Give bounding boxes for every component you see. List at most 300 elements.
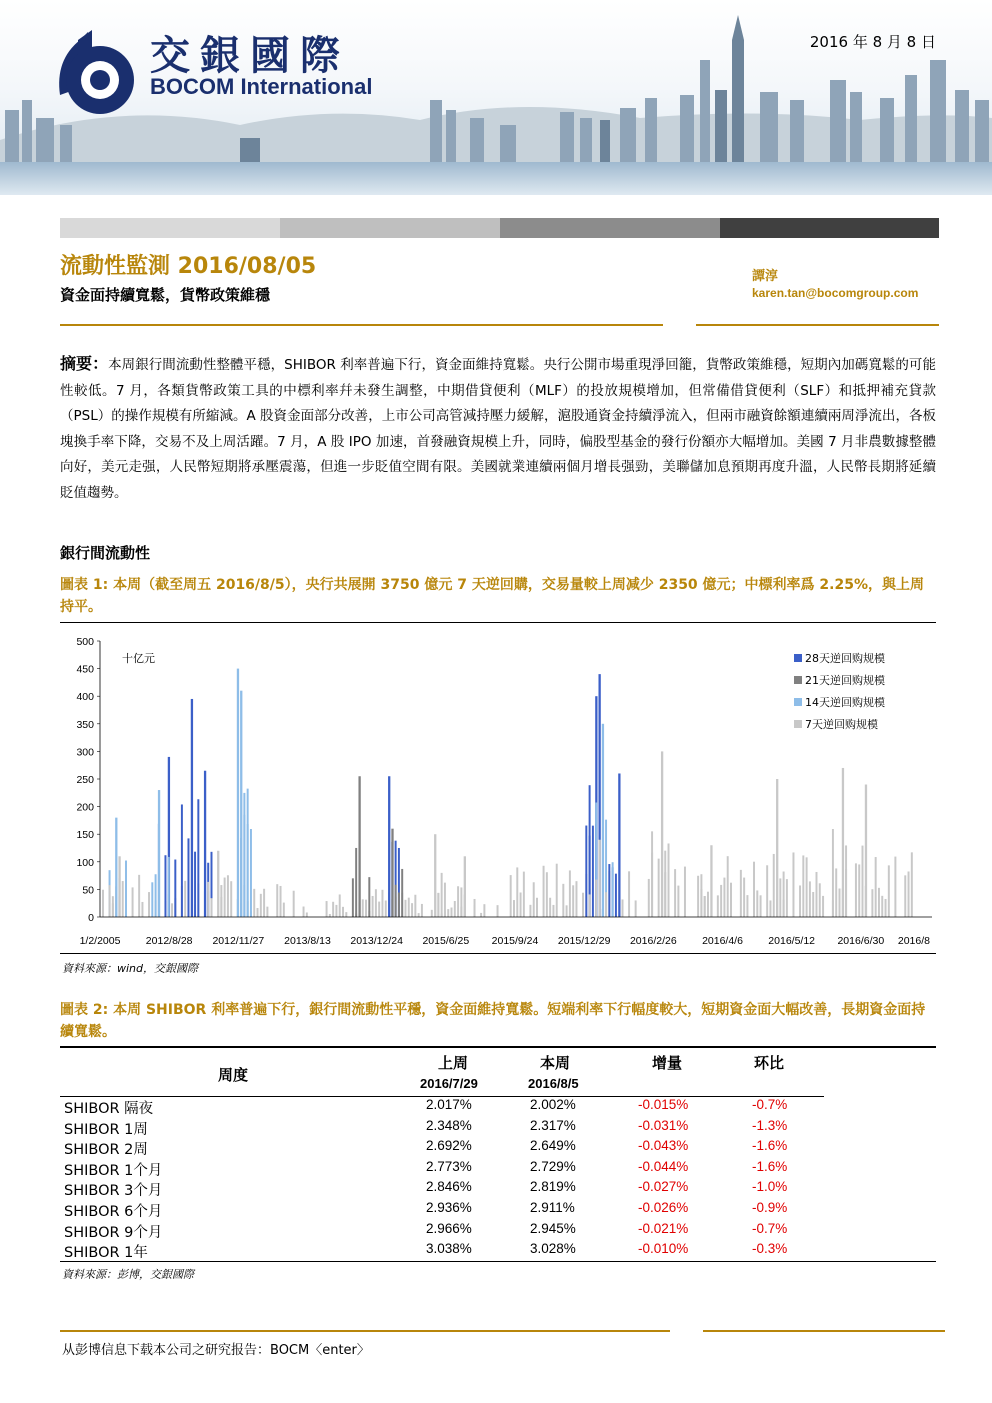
bar-series-0	[388, 776, 390, 917]
table-row	[60, 1097, 936, 1118]
bar-7day	[720, 885, 722, 917]
bar-series-3	[437, 893, 439, 917]
bar-7day	[414, 895, 416, 917]
bar-7day	[572, 885, 574, 917]
bar-series-3	[865, 785, 867, 917]
bar-series-0	[618, 773, 620, 917]
bar-7day	[480, 913, 482, 917]
x-tick-label: 1/2/2005	[79, 935, 121, 947]
bar-7day	[283, 903, 285, 917]
bar-series-3	[700, 889, 702, 917]
bar-7day	[628, 871, 630, 917]
row-name: SHIBOR 1年	[64, 1245, 148, 1262]
bar-7day	[746, 895, 748, 917]
bar-7day	[378, 902, 380, 917]
bar-series-2	[158, 790, 160, 917]
y-tick-label: 400	[76, 691, 94, 704]
header-ratio: 环比	[754, 1054, 785, 1072]
row-last-week: 2.692%	[426, 1138, 472, 1154]
bar-series-0	[608, 864, 610, 917]
bar-series-3	[589, 894, 591, 917]
bar-7day	[520, 892, 522, 917]
bar-7day	[635, 900, 637, 917]
bar-7day	[332, 902, 334, 917]
bar-series-0	[204, 771, 206, 917]
bar-7day	[756, 890, 758, 917]
legend-swatch	[794, 676, 802, 684]
report-subtitle: 資金面持續寬鬆，貨幣政策維穩	[60, 286, 271, 304]
header-last-week: 上周	[438, 1054, 469, 1072]
bar-series-3	[832, 829, 834, 917]
y-tick-label: 350	[76, 718, 94, 731]
x-tick-label: 2015/9/24	[491, 935, 539, 947]
row-ratio: -1.3%	[752, 1117, 788, 1133]
bar-7day	[697, 876, 699, 917]
bar-7day	[546, 872, 548, 917]
bar-7day	[533, 882, 535, 917]
bar-7day	[497, 905, 499, 917]
bar-series-3	[835, 868, 837, 917]
bar-series-0	[585, 826, 587, 917]
header-this-week: 本周	[540, 1054, 571, 1072]
bar-series-3	[457, 886, 459, 917]
bar-series-3	[862, 846, 864, 917]
bar-7day	[760, 895, 762, 917]
bar-series-2	[125, 861, 127, 917]
header-banner	[0, 0, 992, 195]
bar-series-2	[151, 882, 153, 917]
figure2-source: 資料來源：彭博，交銀國際	[62, 1268, 194, 1281]
row-last-week: 2.348%	[426, 1117, 472, 1133]
bar-series-3	[875, 857, 877, 917]
bar-7day	[513, 900, 515, 917]
bar-series-2	[250, 829, 252, 917]
section-heading: 銀行間流動性	[60, 544, 151, 562]
bar-7day	[677, 886, 679, 917]
figure1-source: 資料來源：wind，交銀國際	[62, 962, 199, 975]
y-tick-label: 200	[76, 801, 94, 814]
table-row	[60, 1138, 936, 1159]
bar-7day	[365, 900, 367, 917]
bar-series-3	[842, 768, 844, 917]
bar-7day	[819, 883, 821, 917]
chart-bottom-border	[60, 953, 936, 954]
bar-series-3	[661, 751, 663, 917]
table-row	[60, 1241, 936, 1262]
bar-7day	[375, 889, 377, 917]
summary-text: 本周銀行間流動性整體平穩，SHIBOR 利率普遍下行，資金面維持寬鬆。央行公開市場重現淨回籠，貨幣政策維穩，短期內加碼寬鬆的可能性較低。7 月，各類貨幣政策工具的中標利率幷未發生調整，中期借貸便利（MLF）的投放規模增加，但常備借貸便利（SLF）和抵押補充貸款（PSL）的操作規模有所縮減。A 股資金面部分改善，上市公司高管減持壓力緩解，滬股通資金持續淨流入，但兩市融資餘額連續兩周淨流出，各板塊換手率下降，交易不及上周活躍。7 月，A 股 IPO 加速，首發融資規模上升，同時，偏股型基金的發行份額亦大幅增加。美國 7 月非農數據整體向好，美元走强，人民幣短期將承壓震蕩，但進一步貶值空間有限。美國就業連續兩個月增長强勁，美聯儲加息預期再度升溫，人民幣長期將延續貶值趨勢。	[60, 357, 936, 501]
row-ratio: -0.7%	[752, 1220, 788, 1236]
x-tick-label: 2016/8	[897, 935, 930, 947]
bar-series-2	[247, 789, 249, 917]
bar-7day	[510, 875, 512, 917]
bar-7day	[822, 896, 824, 917]
bar-series-1	[401, 869, 403, 917]
bar-series-0	[592, 826, 594, 917]
bar-series-3	[668, 843, 670, 917]
bar-7day	[421, 904, 423, 917]
bar-7day	[326, 901, 328, 917]
row-this-week: 2.729%	[530, 1158, 576, 1174]
bar-series-3	[112, 896, 114, 917]
bar-7day	[566, 905, 568, 917]
bar-series-1	[368, 877, 370, 917]
bar-series-3	[605, 892, 607, 917]
x-tick-label: 2013/12/24	[350, 935, 403, 947]
chart-unit-label: 十亿元	[122, 652, 155, 665]
chart-top-border	[60, 622, 936, 623]
row-change: -0.027%	[638, 1179, 689, 1195]
row-change: -0.015%	[638, 1097, 689, 1112]
footer-note: 从彭博信息下载本公司之研究报告：BOCM〈enter〉	[62, 1343, 370, 1358]
bar-7day	[543, 866, 545, 917]
row-name: SHIBOR 3个月	[64, 1183, 163, 1200]
bar-7day	[740, 870, 742, 917]
row-this-week: 2.819%	[530, 1179, 576, 1195]
legend-swatch	[794, 654, 802, 662]
bar-7day	[138, 875, 140, 917]
bar-7day	[802, 855, 804, 917]
bar-7day	[894, 857, 896, 917]
bar-7day	[253, 889, 255, 917]
y-tick-label: 500	[76, 636, 94, 648]
bar-series-1	[391, 829, 393, 917]
x-tick-label: 2015/12/29	[557, 935, 611, 947]
header-period: 周度	[218, 1066, 249, 1084]
row-ratio: -1.6%	[752, 1138, 788, 1154]
y-tick-label: 100	[76, 856, 94, 869]
bar-7day	[885, 899, 887, 917]
bar-series-1	[355, 848, 357, 917]
bar-7day	[224, 878, 226, 917]
bar-7day	[483, 904, 485, 917]
row-this-week: 2.945%	[530, 1220, 576, 1236]
bar-series-2	[602, 724, 604, 917]
bar-series-3	[464, 856, 466, 917]
bar-7day	[141, 902, 143, 917]
bar-series-0	[164, 855, 166, 917]
table-row	[60, 1200, 936, 1221]
bar-7day	[658, 859, 660, 917]
row-name: SHIBOR 1周	[64, 1121, 148, 1138]
bar-7day	[806, 857, 808, 917]
bar-7day	[293, 891, 295, 917]
bar-series-3	[773, 854, 775, 917]
bar-series-3	[460, 887, 462, 917]
header-this-week-date: 2016/8/5	[528, 1076, 579, 1091]
bar-7day	[888, 865, 890, 917]
bar-7day	[516, 867, 518, 917]
row-last-week: 3.038%	[426, 1241, 472, 1257]
bar-series-3	[474, 899, 476, 917]
bar-7day	[431, 910, 433, 917]
bar-7day	[362, 899, 364, 917]
figure1-caption: 圖表 1: 本周（截至周五 2016/8/5），央行共展開 3750 億元 7 天逆回購，交易量較上周减少 2350 億元；中標利率爲 2.25%，與上周持平。	[60, 577, 924, 615]
bar-series-3	[598, 840, 600, 917]
y-tick-label: 150	[76, 829, 94, 842]
bar-7day	[230, 881, 232, 917]
bar-series-0	[194, 852, 196, 917]
table-row	[60, 1159, 936, 1180]
bar-7day	[184, 881, 186, 917]
bar-series-0	[615, 874, 617, 917]
row-this-week: 2.317%	[530, 1117, 576, 1133]
bar-7day	[280, 886, 282, 917]
header-last-week-date: 2016/7/29	[420, 1076, 478, 1091]
x-tick-label: 2012/11/27	[212, 935, 265, 947]
skyline-image	[0, 0, 992, 195]
legend-label: 14天逆回购规模	[805, 696, 885, 709]
bar-7day	[855, 863, 857, 917]
report-date: 2016 年 8 月 8 日	[809, 33, 936, 51]
bar-7day	[102, 890, 104, 917]
bar-series-3	[858, 864, 860, 917]
table-header-rule	[60, 1096, 824, 1097]
row-change: -0.026%	[638, 1200, 689, 1215]
table-row	[60, 1179, 936, 1200]
bar-7day	[878, 888, 880, 917]
bar-series-3	[109, 885, 111, 917]
row-last-week: 2.017%	[426, 1097, 472, 1112]
bar-series-0	[197, 799, 199, 917]
bar-7day	[730, 883, 732, 917]
bar-7day	[303, 907, 305, 917]
bar-7day	[769, 900, 771, 917]
bar-series-3	[118, 856, 120, 917]
y-tick-label: 300	[76, 746, 94, 759]
row-last-week: 2.846%	[426, 1179, 472, 1195]
bar-7day	[536, 898, 538, 917]
bar-series-2	[237, 669, 239, 917]
bar-7day	[260, 894, 262, 917]
report-title: 流動性監測 2016/08/05	[60, 254, 317, 279]
bar-series-0	[174, 860, 176, 917]
bar-series-2	[240, 691, 242, 917]
x-tick-label: 2015/6/25	[422, 935, 470, 947]
bar-7day	[648, 879, 650, 917]
row-change: -0.031%	[638, 1117, 689, 1133]
bar-7day	[871, 889, 873, 917]
bar-series-3	[776, 779, 778, 917]
bar-series-3	[434, 834, 436, 917]
section-divider-bar	[60, 218, 939, 238]
y-tick-label: 450	[76, 663, 94, 676]
bar-7day	[227, 875, 229, 917]
footer-rule-right	[703, 1330, 945, 1332]
bar-7day	[717, 895, 719, 917]
bar-7day	[306, 912, 308, 917]
bar-7day	[454, 901, 456, 917]
row-ratio: -0.9%	[752, 1200, 788, 1215]
bar-7day	[329, 914, 331, 917]
bar-7day	[335, 905, 337, 917]
title-underline-right	[696, 324, 939, 326]
bar-7day	[622, 899, 624, 917]
bar-7day	[908, 871, 910, 917]
bar-7day	[792, 852, 794, 917]
table-row	[60, 1118, 936, 1139]
figure2-caption: 圖表 2: 本周 SHIBOR 利率普遍下行，銀行間流動性平穩，資金面維持寬鬆。短端利率下行幅度較大，短期資金面大幅改善，長期資金面持續寬鬆。	[60, 1002, 926, 1040]
bar-series-2	[243, 815, 245, 917]
bar-series-1	[395, 885, 397, 917]
bar-7day	[799, 885, 801, 917]
bar-7day	[562, 884, 564, 917]
bar-series-3	[595, 880, 597, 917]
row-last-week: 2.966%	[426, 1220, 472, 1236]
bar-7day	[451, 907, 453, 917]
chart-legend	[794, 651, 885, 731]
x-axis	[80, 917, 932, 947]
row-change: -0.043%	[638, 1138, 689, 1154]
bar-7day	[549, 898, 551, 917]
row-this-week: 3.028%	[530, 1241, 576, 1257]
bar-series-0	[181, 804, 183, 917]
bar-7day	[411, 903, 413, 917]
bar-series-1	[352, 878, 354, 917]
table-bottom-rule	[60, 1261, 936, 1262]
summary-label: 摘要：	[60, 354, 109, 373]
bar-7day	[674, 869, 676, 917]
y-tick-label: 250	[76, 774, 94, 786]
x-tick-label: 2016/4/6	[702, 935, 743, 947]
row-last-week: 2.936%	[426, 1200, 472, 1215]
row-this-week: 2.911%	[530, 1200, 575, 1215]
bar-series-1	[358, 776, 360, 917]
bar-7day	[342, 907, 344, 917]
table-row	[60, 1221, 936, 1242]
bar-7day	[276, 884, 278, 917]
bar-7day	[815, 872, 817, 917]
bar-7day	[266, 907, 268, 917]
footer-rule-left	[60, 1330, 670, 1332]
bar-series-3	[122, 881, 124, 917]
bar-series-3	[707, 892, 709, 917]
bar-7day	[523, 872, 525, 917]
bar-7day	[345, 912, 347, 917]
x-tick-label: 2016/2/26	[629, 935, 677, 947]
bar-series-3	[704, 896, 706, 917]
bar-7day	[529, 905, 531, 917]
bar-7day	[569, 870, 571, 917]
row-change: -0.010%	[638, 1241, 689, 1257]
bar-7day	[786, 879, 788, 917]
bar-series-2	[168, 857, 170, 917]
bar-7day	[809, 881, 811, 917]
legend-label: 7天逆回购规模	[805, 718, 878, 731]
row-name: SHIBOR 9个月	[64, 1224, 163, 1241]
bar-series-0	[187, 838, 189, 917]
x-tick-label: 2013/8/13	[284, 935, 331, 947]
bars-group	[102, 669, 913, 917]
bar-series-3	[783, 872, 785, 917]
bar-7day	[257, 908, 259, 917]
row-ratio: -1.0%	[752, 1179, 788, 1195]
bar-7day	[743, 878, 745, 917]
summary-paragraph	[60, 351, 936, 506]
repo-bar-chart	[60, 628, 936, 950]
bar-7day	[447, 909, 449, 917]
y-tick-label: 50	[82, 884, 94, 897]
row-ratio: -0.7%	[752, 1097, 788, 1112]
bar-7day	[684, 867, 686, 917]
row-change: -0.044%	[638, 1158, 689, 1174]
bar-series-2	[115, 818, 117, 917]
x-tick-label: 2012/8/28	[145, 935, 193, 947]
bar-7day	[904, 875, 906, 917]
bar-7day	[408, 898, 410, 917]
bar-7day	[148, 892, 150, 917]
bar-7day	[753, 862, 755, 917]
title-underline-left	[60, 324, 663, 326]
brand-name-english: BOCOM International	[150, 74, 373, 99]
bar-series-1	[398, 892, 400, 917]
row-name: SHIBOR 隔夜	[64, 1101, 154, 1117]
bar-series-3	[664, 851, 666, 917]
bar-series-2	[612, 862, 614, 917]
bar-series-3	[766, 865, 768, 917]
bar-series-3	[441, 873, 443, 917]
legend-swatch	[794, 720, 802, 728]
row-this-week: 2.649%	[530, 1138, 576, 1154]
bar-series-3	[217, 851, 219, 917]
brand-name-chinese: 交銀國際	[150, 32, 350, 79]
bar-series-3	[207, 882, 209, 917]
bar-7day	[839, 888, 841, 917]
bar-7day	[372, 896, 374, 917]
bar-7day	[263, 889, 265, 917]
bar-7day	[171, 903, 173, 917]
legend-label: 28天逆回购规模	[805, 652, 885, 665]
row-this-week: 2.002%	[530, 1097, 576, 1112]
legend-swatch	[794, 698, 802, 706]
bar-7day	[385, 901, 387, 917]
table-top-rule	[60, 1046, 936, 1048]
bar-7day	[911, 852, 913, 917]
bar-series-3	[651, 831, 653, 917]
row-ratio: -1.6%	[752, 1158, 788, 1174]
row-ratio: -0.3%	[752, 1241, 788, 1257]
bar-7day	[881, 896, 883, 917]
row-change: -0.021%	[638, 1220, 689, 1236]
bar-7day	[418, 913, 420, 917]
y-axis	[76, 636, 100, 924]
bar-7day	[723, 878, 725, 917]
bar-series-3	[845, 845, 847, 917]
header-change: 增量	[652, 1054, 683, 1072]
bar-7day	[812, 892, 814, 917]
bar-7day	[575, 881, 577, 917]
bar-7day	[132, 887, 134, 917]
bar-7day	[404, 900, 406, 917]
bar-7day	[381, 890, 383, 917]
bar-7day	[582, 893, 584, 917]
x-tick-label: 2016/6/30	[837, 935, 885, 947]
bar-7day	[552, 905, 554, 917]
bar-7day	[556, 864, 558, 917]
bar-series-3	[710, 845, 712, 917]
row-last-week: 2.773%	[426, 1158, 472, 1174]
legend-label: 21天逆回购规模	[805, 674, 885, 687]
y-tick-label: 0	[88, 912, 94, 924]
bar-series-3	[220, 885, 222, 917]
author-email[interactable]: karen.tan@bocomgroup.com	[752, 286, 919, 300]
x-tick-label: 2016/5/12	[768, 935, 816, 947]
bar-series-2	[155, 874, 157, 917]
row-name: SHIBOR 2周	[64, 1142, 148, 1159]
bar-series-3	[211, 898, 213, 917]
author-name: 譚淳	[752, 269, 779, 284]
row-name: SHIBOR 6个月	[64, 1204, 163, 1220]
